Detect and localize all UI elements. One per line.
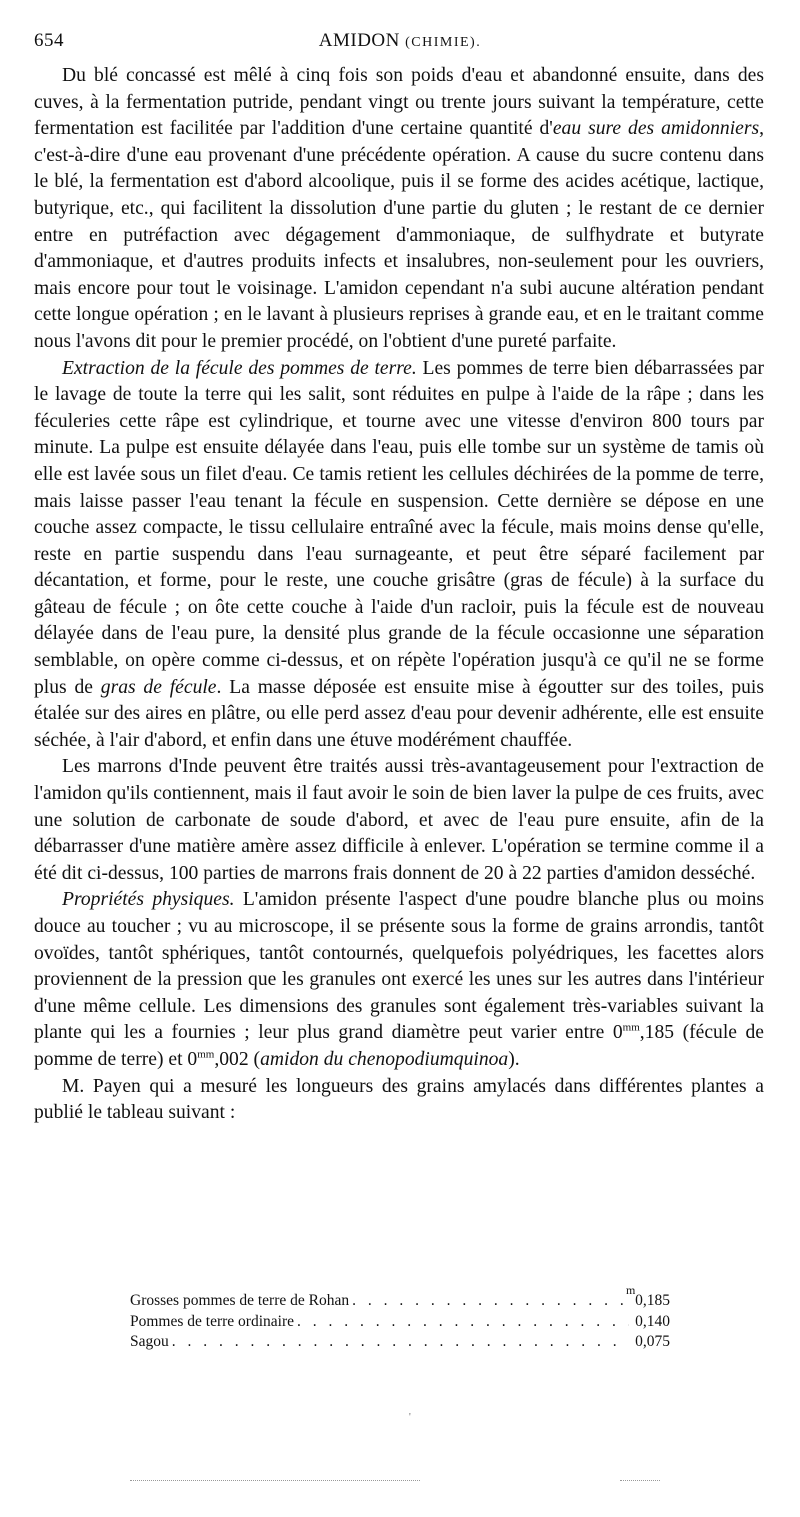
dot-leader: [297, 1312, 629, 1333]
table-row: [130, 1312, 670, 1333]
bleed-through-rule: [620, 1480, 660, 1481]
text-run: Les pommes de terre bien débarrassées par le lavage de toute la terre qui les salit, sont réduites en pulpe à l'aide de la râpe ; dans les féculeries cette râpe est cylindrique, et tourne avec une vitesse d'environ 800 tours par minute. La pulpe est ensuite délayée dans l'eau, puis elle tombe sur un système de tamis où elle est lavée sous un filet d'eau. Ce tamis retient les cellules déchirées de la pomme de terre, mais laisse passer l'eau tenant la fécule en suspension. Cette dernière se dépose en une couche assez compacte, le tissu cellulaire entraîné avec la fécule, mais moins dense qu'elle, reste en partie suspendu dans l'eau surnageante, et peut être séparé facilement par décantation, et forme, pour le reste, une couche grisâtre (gras de fécule) à la surface du gâteau de fécule ; on ôte cette couche à l'aide d'un racloir, puis la fécule est de nouveau délayée dans de l'eau pure, la densité plus grande de la fécule occasionne une séparation semblable, on opère comme ci-dessus, et on répète l'opération jusqu'à ce qu'il ne se forme plus de: [34, 357, 764, 698]
text-run: Les marrons d'Inde peuvent être traités aussi très-avantageusement pour l'extraction de l'amidon qu'ils contiennent, mais il faut avoir le soin de bien laver la pulpe de ces fruits, avec une solution de carbonate de soude d'abord, et avec de l'eau pure ensuite, afin de la débarrasser d'une matière amère assez difficile à enlever. L'opération se termine comme il a été dit ci-dessus, 100 parties de marrons frais donnent de 20 à 22 parties d'amidon desséché.: [34, 756, 764, 884]
paragraph-proprietes-physiques: [34, 887, 764, 1073]
row-value: 0,185: [635, 1292, 670, 1309]
text-run: ,002 (: [214, 1048, 261, 1070]
running-header: [34, 30, 766, 56]
text-run: Du blé concassé est mêlé à cinq fois son poids d'eau et abandonné ensuite, dans des cuves, à la fermentation putride, pendant vingt ou trente jours suivant la température, cette fermentation est facilitée par l'addition d'une certaine quantité d': [34, 65, 764, 140]
dot-leader: [172, 1332, 629, 1353]
section-heading-italic: Propriétés physiques.: [62, 889, 235, 911]
dot-leader: [352, 1291, 629, 1312]
unit-superscript: mm: [197, 1048, 215, 1061]
title-main: AMIDON: [318, 30, 400, 51]
running-title: [34, 30, 766, 52]
row-label: Grosses pommes de terre de Rohan: [130, 1292, 350, 1309]
title-sub: (CHIMIE).: [405, 35, 482, 50]
bleed-through-rule: [130, 1480, 420, 1481]
print-speck: ': [409, 1412, 411, 1423]
row-value: 0,140: [635, 1312, 670, 1330]
row-value: 0,075: [635, 1333, 670, 1350]
table-row: [130, 1291, 670, 1312]
unit-superscript: mm: [622, 1021, 640, 1034]
page-number: 654: [34, 30, 64, 51]
text-run: . La masse déposée est ensuite mise à égoutter sur des toiles, puis étalée sur des aires en plâtre, ou elle perd assez d'eau pour devenir adhérente, elle est ensuite séchée, à l'air d'abord, et enfin dans une étuve modérément chauffée.: [34, 676, 765, 751]
italic-term: eau sure des amidonniers: [552, 118, 760, 140]
text-run: ,185 (fécule de pomme de terre) et 0: [34, 1022, 764, 1070]
measurement-table: [130, 1283, 670, 1353]
table-row: [130, 1332, 670, 1353]
italic-term: amidon du chenopodiumquinoa: [260, 1048, 509, 1070]
italic-term: gras de fécule: [100, 676, 217, 698]
paragraph-marrons-inde: [34, 754, 764, 887]
body-text: [34, 63, 764, 1127]
row-label: Pommes de terre ordinaire: [130, 1312, 294, 1330]
unit-label: m: [626, 1283, 636, 1297]
text-run: ).: [508, 1048, 520, 1070]
text-run: M. Payen qui a mesuré les longueurs des grains amylacés dans différentes plantes a publié le tableau suivant :: [34, 1075, 764, 1124]
paragraph-payen-intro: [34, 1074, 764, 1127]
paragraph-ble-fermentation: [34, 63, 764, 356]
paragraph-extraction-fecule: [34, 356, 764, 755]
section-heading-italic: Extraction de la fécule des pommes de terre.: [62, 357, 417, 379]
text-run: , c'est-à-dire d'une eau provenant d'une précédente opération. A cause du sucre contenu dans le blé, la fermentation est d'abord alcoolique, puis il se forme des acides acétique, lactique, butyrique, etc., qui facilitent la dissolution d'une partie du gluten ; le restant de ce dernier entre en putréfaction avec dégagement d'ammoniaque, de sulfhydrate et butyrate d'ammoniaque, et d'autres produits infects et insalubres, non-seulement pour les ouvriers, mais encore pour tout le voisinage. L'amidon cependant n'a subi aucune altération pendant cette longue opération ; en le lavant à plusieurs reprises à grande eau, et en le traitant comme nous l'avons dit pour le premier procédé, on l'obtient d'une pureté parfaite.: [34, 118, 765, 352]
row-label: Sagou: [130, 1333, 169, 1350]
text-run: L'amidon présente l'aspect d'une poudre blanche plus ou moins douce au toucher ; vu au microscope, il se présente sous la forme de grains arrondis, tantôt ovoïdes, tantôt sphériques, tantôt contournés, quelquefois polyédriques, les facettes alors proviennent de la pression que les granules ont exercé les unes sur les autres dans l'intérieur d'une même cellule. Les dimensions des granules sont également très-variables suivant la plante qui les a fournies ; leur plus grand diamètre peut varier entre 0: [34, 889, 764, 1044]
